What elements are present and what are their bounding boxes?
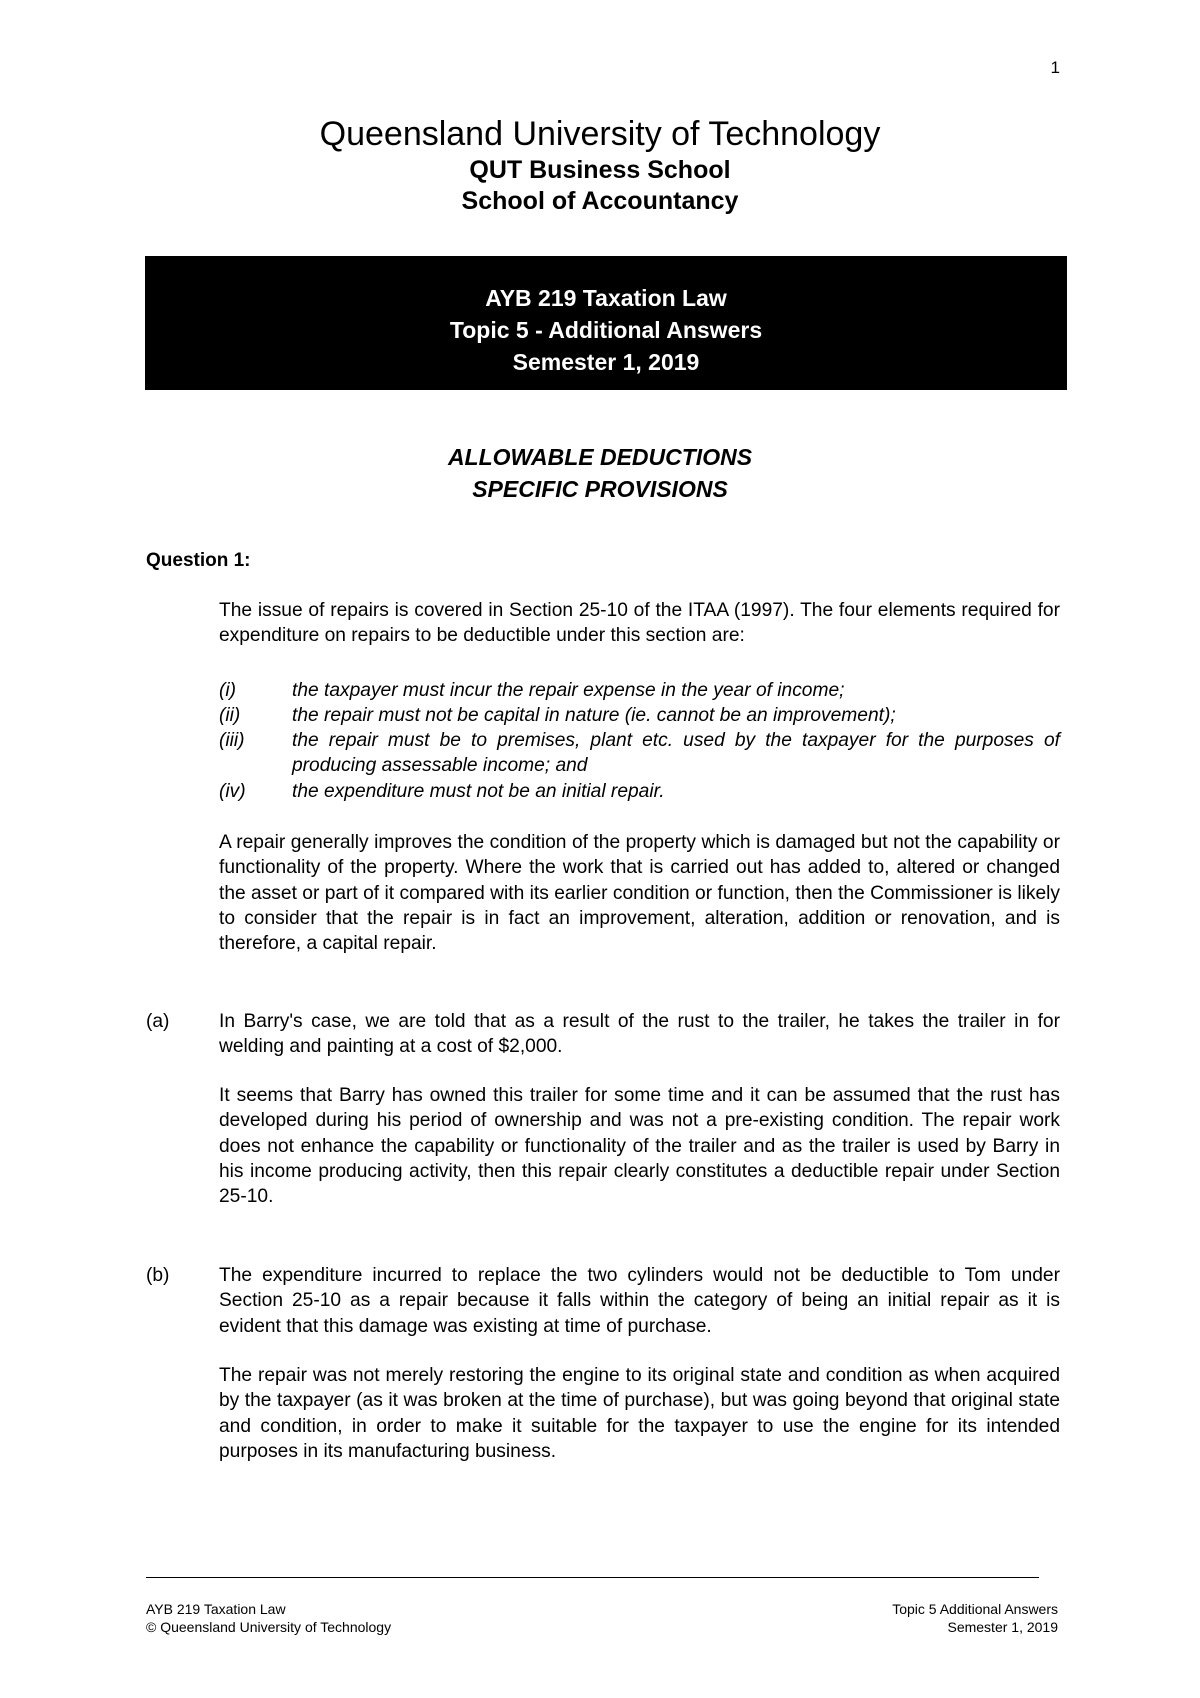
- explanation-paragraph: A repair generally improves the condition of the property which is damaged but not the capability or functionality of the property. Where the work that is carried out has added to, altered or changed the asset or part of it compared with its earlier condition or function, then the Commissioner is likely to consider that the repair is in fact an improvement, alteration, addition or renovation, and is therefore, a capital repair.: [219, 832, 1060, 955]
- footer-course: AYB 219 Taxation Law: [146, 1601, 286, 1617]
- part-b-paragraph-1: The expenditure incurred to replace the two cylinders would not be deductible to Tom under Section 25-10 as a repair because it falls within the category of being an initial repair as it is evident that this damage was existing at time of purchase.: [219, 1265, 1060, 1337]
- part-b-paragraph-2: The repair was not merely restoring the engine to its original state and condition as when acquired by the taxpayer (as it was broken at the time of purchase), but was going beyond that original state and condition, in order to make it suitable for the taxpayer to use the engine for its intended purposes in its manufacturing business.: [219, 1365, 1060, 1462]
- page-number: 1: [1050, 58, 1060, 77]
- section-heading-2: SPECIFIC PROVISIONS: [472, 476, 728, 502]
- footer-right: [700, 1600, 1058, 1636]
- part-a-paragraph-2: It seems that Barry has owned this trailer for some time and it can be assumed that the rust has developed during his period of ownership and was not a pre-existing condition. The repair work does not enhance the capability or functionality of the trailer and as the trailer is used by Barry in his income producing activity, then this repair clearly constitutes a deductible repair under Section 25-10.: [219, 1085, 1060, 1208]
- intro-paragraph: The issue of repairs is covered in Section 25-10 of the ITAA (1997). The four elements required for expenditure on repairs to be deductible under this section are:: [219, 600, 1060, 647]
- semester-title: Semester 1, 2019: [512, 349, 700, 375]
- topic-title: Topic 5 - Additional Answers: [449, 317, 763, 343]
- part-b-label: (b): [146, 1265, 170, 1286]
- course-title: AYB 219 Taxation Law: [485, 285, 727, 311]
- part-a-label: (a): [146, 1011, 170, 1032]
- part-a-paragraph-1: In Barry's case, we are told that as a result of the rust to the trailer, he takes the trailer in for welding and painting at a cost of $2,000.: [219, 1011, 1060, 1058]
- section-heading-1: ALLOWABLE DEDUCTIONS: [447, 444, 753, 470]
- footer-topic: Topic 5 Additional Answers: [892, 1601, 1058, 1617]
- list-item-label: (iv): [219, 781, 246, 802]
- footer-left: [146, 1600, 391, 1636]
- footer-copyright: © Queensland University of Technology: [146, 1619, 392, 1635]
- list-item-text: the expenditure must not be an initial repair.: [292, 781, 665, 802]
- school-title: School of Accountancy: [461, 187, 739, 215]
- list-item-text: the taxpayer must incur the repair expense in the year of income;: [292, 680, 845, 701]
- course-banner: [145, 256, 1067, 390]
- list-item-text: the repair must be to premises, plant etc. used by the taxpayer for the purposes of producing assessable income; and: [292, 730, 1060, 777]
- question-label: Question 1:: [146, 550, 251, 571]
- footer-divider: [146, 1577, 1039, 1578]
- footer-semester: Semester 1, 2019: [947, 1619, 1058, 1635]
- list-item-label: (ii): [219, 705, 241, 726]
- list-item-label: (iii): [219, 730, 245, 751]
- list-item-label: (i): [219, 680, 237, 701]
- institution-title: Queensland University of Technology: [319, 115, 881, 153]
- list-item-text: the repair must not be capital in nature (ie. cannot be an improvement);: [292, 705, 896, 726]
- faculty-title: QUT Business School: [469, 156, 731, 184]
